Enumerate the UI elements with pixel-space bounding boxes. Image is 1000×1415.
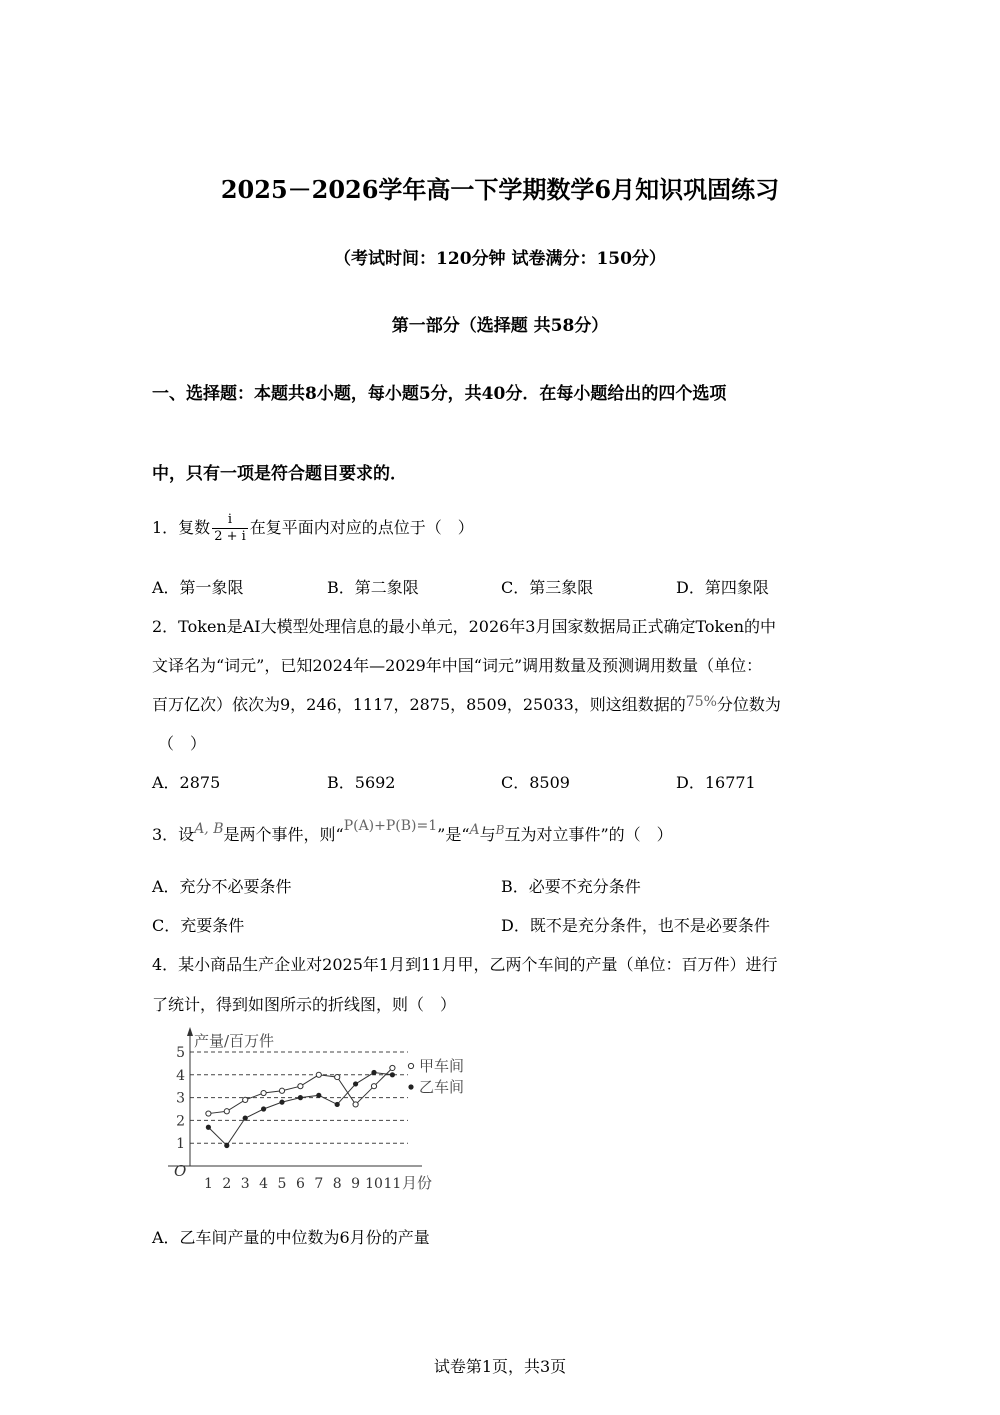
yi-data-point bbox=[206, 1125, 211, 1130]
q2-line1: 2．Token是AI大模型处理信息的最小单元，2026年3月国家数据局正式确定Token的中 bbox=[152, 617, 777, 636]
q3-mid2: ”是“ bbox=[437, 825, 470, 844]
jia-data-point bbox=[243, 1097, 248, 1102]
q3-condition: P(A)+P(B)=1 bbox=[343, 818, 438, 834]
x-tick-label: 8 bbox=[332, 1176, 342, 1192]
q2-line2: 文译名为“词元”，已知2024年—2029年中国“词元”调用数量及预测调用数量（单位： bbox=[152, 656, 763, 675]
yi-data-point bbox=[224, 1143, 229, 1148]
x-tick-label: 1 bbox=[203, 1176, 213, 1192]
q1-fraction bbox=[212, 512, 248, 545]
q1-prefix: 1．复数 bbox=[152, 518, 211, 537]
section-heading-line2: 中，只有一项是符合题目要求的． bbox=[152, 464, 407, 484]
yi-data-point bbox=[316, 1093, 321, 1098]
exam-subtitle: （考试时间：120分钟 试卷满分：150分） bbox=[334, 249, 666, 269]
q2-option-b: B．5692 bbox=[327, 773, 396, 792]
y-tick-label: 1 bbox=[176, 1136, 185, 1153]
legend-label-jia: 甲车间 bbox=[419, 1057, 465, 1075]
q1-option-c: C．第三象限 bbox=[501, 578, 594, 597]
x-tick-label: 9 bbox=[351, 1176, 361, 1192]
part-heading: 第一部分（选择题 共58分） bbox=[391, 316, 609, 336]
legend-marker-yi bbox=[408, 1084, 413, 1089]
legend-label-yi: 乙车间 bbox=[419, 1078, 465, 1096]
yi-data-point bbox=[353, 1081, 358, 1086]
q3-suffix: 互为对立事件”的（ ） bbox=[504, 825, 673, 844]
q1-option-b: B．第二象限 bbox=[327, 578, 419, 597]
yi-data-point bbox=[279, 1100, 284, 1105]
yi-data-point bbox=[390, 1072, 395, 1077]
line-chart bbox=[160, 1024, 490, 1196]
yi-data-point bbox=[335, 1102, 340, 1107]
y-axis-arrow bbox=[187, 1027, 193, 1036]
q3-mid1: 是两个事件，则“ bbox=[223, 825, 344, 844]
legend-marker-jia bbox=[408, 1063, 413, 1068]
x-axis-label: 月份 bbox=[402, 1174, 433, 1192]
q4-line1: 4．某小商品生产企业对2025年1月到11月甲，乙两个车间的产量（单位：百万件）进行 bbox=[152, 955, 778, 974]
y-axis-label: 产量/百万件 bbox=[194, 1032, 275, 1050]
jia-data-point bbox=[206, 1111, 211, 1116]
y-tick-label: 3 bbox=[176, 1090, 185, 1107]
q3-option-b: B．必要不充分条件 bbox=[501, 877, 641, 896]
x-tick-label: 6 bbox=[295, 1176, 305, 1192]
x-tick-label: 7 bbox=[314, 1176, 324, 1192]
q2-percentile: 75% bbox=[685, 694, 717, 710]
q3-event-a: A bbox=[469, 822, 480, 838]
jia-data-point bbox=[353, 1102, 358, 1107]
q2-option-d: D．16771 bbox=[676, 773, 756, 792]
page-footer: 试卷第1页，共3页 bbox=[433, 1357, 567, 1376]
jia-data-point bbox=[261, 1090, 266, 1095]
q1-frac-denominator: 2 + i bbox=[214, 529, 246, 544]
x-tick-label: 2 bbox=[222, 1176, 232, 1192]
yi-data-point bbox=[298, 1095, 303, 1100]
y-tick-label: 5 bbox=[176, 1045, 185, 1061]
jia-data-point bbox=[279, 1088, 284, 1093]
q3-event-b: B bbox=[495, 823, 505, 837]
q2-option-a: A．2875 bbox=[152, 773, 221, 792]
origin-label: O bbox=[174, 1162, 187, 1180]
yi-data-point bbox=[243, 1116, 248, 1121]
x-tick-label: 11 bbox=[383, 1176, 402, 1192]
jia-data-point bbox=[335, 1074, 340, 1079]
q1-frac-numerator: i bbox=[227, 512, 233, 527]
yi-data-point bbox=[261, 1106, 266, 1111]
q4-option-a: A．乙车间产量的中位数为6月份的产量 bbox=[152, 1228, 430, 1247]
q2-line3-suffix: 分位数为 bbox=[716, 695, 781, 714]
q2-line3 bbox=[152, 695, 781, 716]
y-tick-label: 4 bbox=[176, 1067, 185, 1084]
q1-option-a: A．第一象限 bbox=[152, 578, 244, 597]
yi-data-point bbox=[371, 1070, 376, 1075]
jia-data-point bbox=[371, 1084, 376, 1089]
q3-option-d: D．既不是充分条件，也不是必要条件 bbox=[501, 916, 770, 935]
y-tick-label: 2 bbox=[176, 1113, 185, 1130]
q2-option-c: C．8509 bbox=[501, 773, 570, 792]
q1-suffix: 在复平面内对应的点位于（ ） bbox=[249, 518, 474, 537]
q3-prefix: 3．设 bbox=[152, 825, 195, 844]
q2-blank: （ ） bbox=[158, 734, 207, 753]
jia-data-point bbox=[390, 1065, 395, 1070]
question-1 bbox=[152, 512, 474, 545]
jia-data-point bbox=[224, 1109, 229, 1114]
x-tick-label: 5 bbox=[277, 1176, 287, 1192]
q3-option-a: A．充分不必要条件 bbox=[152, 877, 292, 896]
x-tick-label: 10 bbox=[365, 1176, 383, 1192]
exam-title: 2025－2026学年高一下学期数学6月知识巩固练习 bbox=[220, 175, 780, 204]
q4-line2: 了统计，得到如图所示的折线图，则（ ） bbox=[152, 995, 457, 1014]
q3-events: A, B bbox=[194, 821, 224, 837]
section-heading-line1: 一、选择题：本题共8小题，每小题5分，共40分．在每小题给出的四个选项 bbox=[152, 384, 727, 404]
jia-data-point bbox=[316, 1072, 321, 1077]
q1-option-d: D．第四象限 bbox=[676, 578, 769, 597]
question-3 bbox=[152, 818, 673, 846]
q3-with: 与 bbox=[479, 825, 496, 844]
q3-option-c: C．充要条件 bbox=[152, 916, 245, 935]
x-tick-label: 4 bbox=[259, 1176, 269, 1192]
jia-data-point bbox=[298, 1084, 303, 1089]
x-tick-label: 3 bbox=[240, 1176, 250, 1192]
q2-line3-prefix: 百万亿次）依次为9，246，1117，2875，8509，25033，则这组数据的 bbox=[152, 695, 686, 714]
